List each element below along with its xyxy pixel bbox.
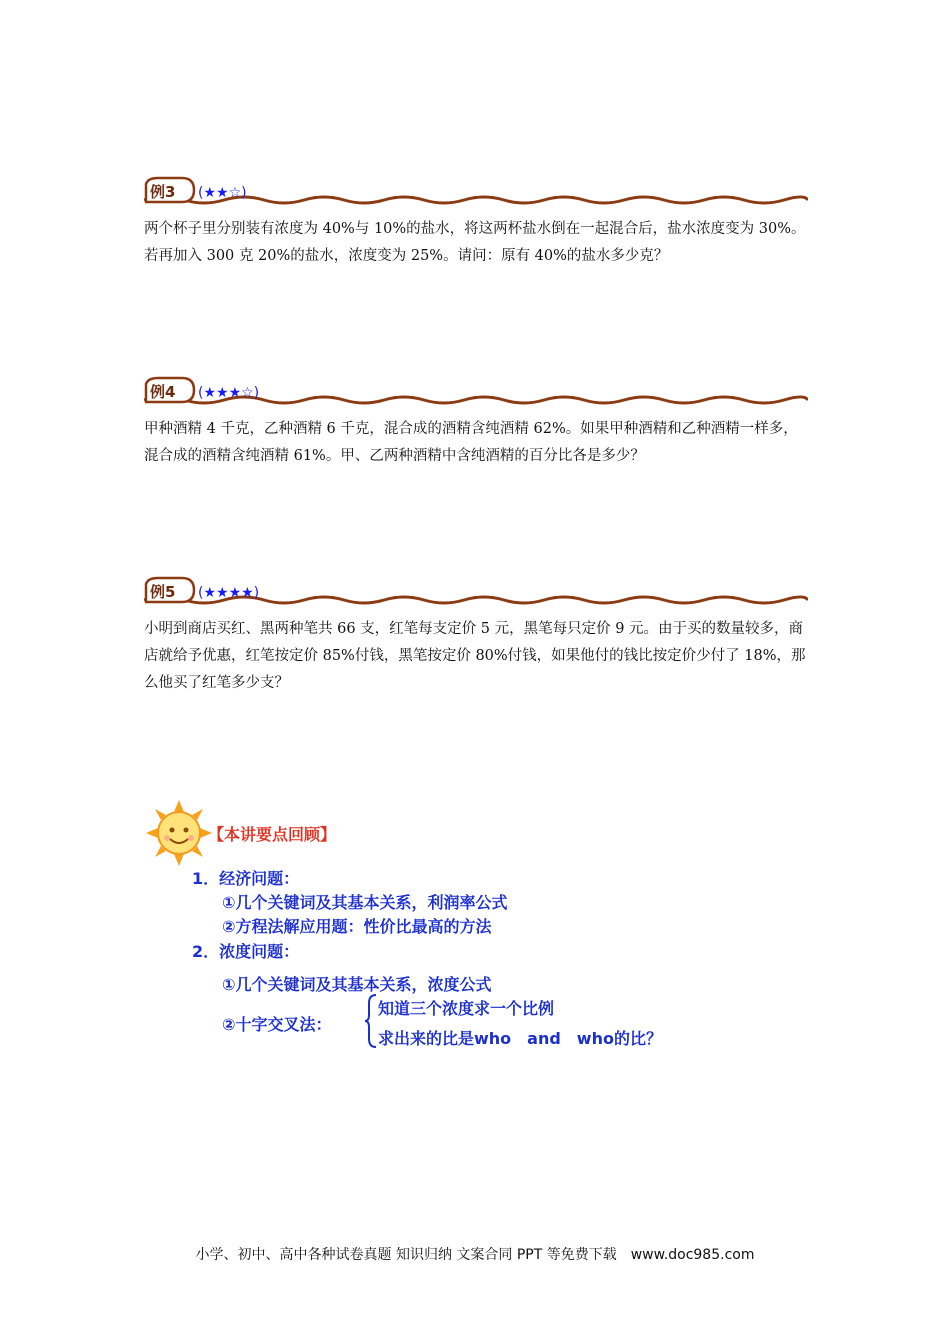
- example-header: [144, 176, 808, 208]
- review-item-2: 2．浓度问题：: [192, 942, 300, 961]
- review-item-2a: ①几个关键词及其基本关系，浓度公式: [222, 975, 492, 994]
- review-item-1a: ①几个关键词及其基本关系，利润率公式: [222, 893, 508, 912]
- example-text: 小明到商店买红、黑两种笔共 66 支，红笔每支定价 5 元，黑笔每只定价 9 元。由于买的数量较多，商店就给予优惠，红笔按定价 85%付钱，黑笔按定价 80%付钱，如果他付的钱比按定价少付了 18%，那么他买了红笔多少支？: [144, 621, 806, 691]
- difficulty-stars: (★★★☆): [198, 385, 260, 401]
- example-3: [144, 176, 808, 264]
- example-badge-label: 例5: [150, 583, 176, 601]
- lesson-review: [146, 800, 746, 1060]
- example-badge-label: 例4: [150, 383, 176, 401]
- example-5: [144, 576, 808, 691]
- example-text: 两个杯子里分别装有浓度为 40%与 10%的盐水，将这两杯盐水倒在一起混合后，盐水浓度变为 30%。若再加入 300 克 20%的盐水，浓度变为 25%。请问：原有 40%的盐水多少克？: [144, 221, 806, 264]
- example-4: [144, 376, 808, 464]
- review-item-2b2: 求出来的比是who and who的比？: [378, 1029, 662, 1048]
- curly-brace-icon: [364, 993, 378, 1049]
- example-badge-label: 例3: [150, 183, 176, 201]
- review-item-1: 1．经济问题：: [192, 869, 300, 888]
- example-badge-icon: [144, 576, 196, 604]
- page-footer: 小学、初中、高中各种试卷真题 知识归纳 文案合同 PPT 等免费下载 www.doc985.com: [195, 1247, 755, 1263]
- difficulty-stars: (★★☆): [198, 185, 247, 201]
- difficulty-stars: (★★★★): [198, 585, 260, 601]
- example-header: [144, 376, 808, 408]
- review-item-2b1: 知道三个浓度求一个比例: [378, 999, 555, 1018]
- example-badge-icon: [144, 176, 196, 204]
- review-item-1b: ②方程法解应用题：性价比最高的方法: [222, 917, 492, 936]
- example-header: [144, 576, 808, 608]
- example-badge-icon: [144, 376, 196, 404]
- review-item-2b: ②十字交叉法：: [222, 1015, 332, 1034]
- sun-icon: [146, 800, 212, 866]
- review-title: 【本讲要点回顾】: [208, 825, 337, 844]
- example-text: 甲种酒精 4 千克，乙种酒精 6 千克，混合成的酒精含纯酒精 62%。如果甲种酒精和乙种酒精一样多，混合成的酒精含纯酒精 61%。甲、乙两种酒精中含纯酒精的百分比各是多少？: [144, 421, 798, 464]
